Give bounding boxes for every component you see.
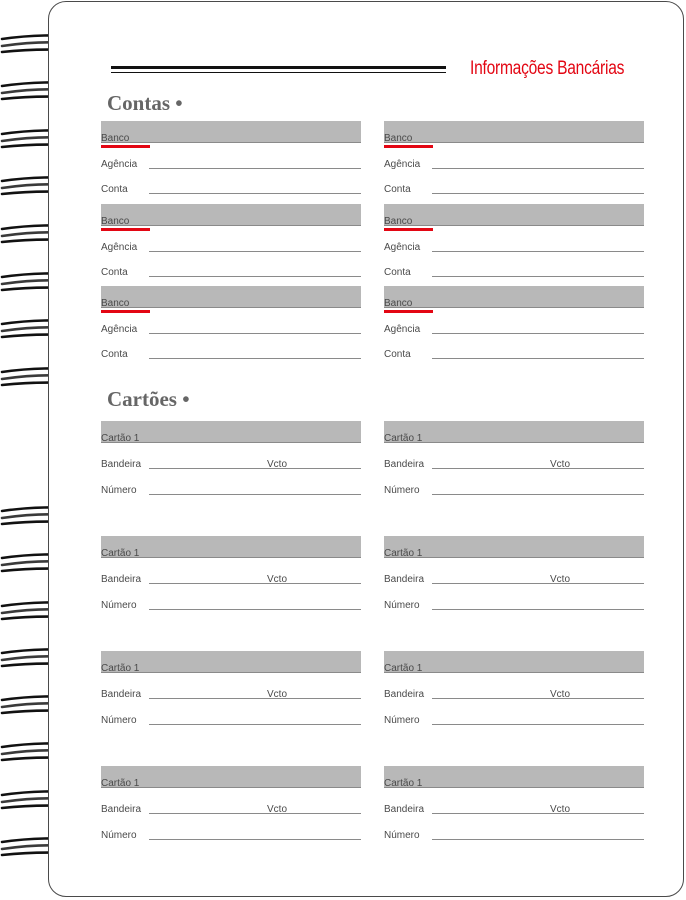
vcto-label: Vcto (550, 804, 571, 815)
cartao-label: Cartão 1 (101, 663, 140, 674)
agencia-line[interactable] (432, 168, 644, 169)
agencia-label: Agência (384, 324, 421, 335)
bandeira-line[interactable] (432, 583, 644, 584)
banco-label: Banco (101, 298, 130, 309)
conta-label: Conta (384, 349, 411, 360)
conta-label: Conta (101, 184, 128, 195)
agencia-line[interactable] (432, 251, 644, 252)
bandeira-line[interactable] (149, 813, 361, 814)
numero-label: Número (384, 485, 420, 496)
card-header-bar (101, 766, 361, 788)
numero-line[interactable] (149, 494, 361, 495)
vcto-label: Vcto (550, 689, 571, 700)
banco-red-underline (384, 228, 433, 231)
cartao-label: Cartão 1 (101, 433, 140, 444)
conta-line[interactable] (149, 358, 361, 359)
numero-line[interactable] (149, 609, 361, 610)
conta-line[interactable] (432, 358, 644, 359)
numero-label: Número (101, 715, 137, 726)
bandeira-line[interactable] (432, 698, 644, 699)
conta-label: Conta (384, 267, 411, 278)
banco-label: Banco (101, 133, 130, 144)
banco-label: Banco (101, 216, 130, 227)
bandeira-line[interactable] (149, 468, 361, 469)
bandeira-line[interactable] (149, 698, 361, 699)
agencia-line[interactable] (149, 168, 361, 169)
numero-label: Número (384, 600, 420, 611)
banco-label: Banco (384, 133, 413, 144)
vcto-label: Vcto (267, 459, 288, 470)
bandeira-label: Bandeira (384, 459, 425, 470)
conta-line[interactable] (149, 193, 361, 194)
conta-label: Conta (101, 267, 128, 278)
card-header-bar (384, 651, 644, 673)
banco-red-underline (101, 145, 150, 148)
bandeira-line[interactable] (432, 813, 644, 814)
bank-header-bar (384, 204, 644, 226)
card-header-bar (384, 421, 644, 443)
bank-header-bar (384, 286, 644, 308)
conta-label: Conta (101, 349, 128, 360)
banco-red-underline (101, 228, 150, 231)
bandeira-label: Bandeira (101, 804, 142, 815)
vcto-label: Vcto (267, 574, 288, 585)
bandeira-label: Bandeira (101, 574, 142, 585)
bandeira-label: Bandeira (384, 689, 425, 700)
numero-line[interactable] (149, 839, 361, 840)
card-header-bar (101, 651, 361, 673)
cartao-label: Cartão 1 (101, 548, 140, 559)
vcto-label: Vcto (267, 689, 288, 700)
card-header-bar (101, 536, 361, 558)
bank-header-bar (101, 204, 361, 226)
vcto-label: Vcto (550, 574, 571, 585)
cartao-label: Cartão 1 (384, 778, 423, 789)
numero-label: Número (384, 715, 420, 726)
numero-line[interactable] (432, 839, 644, 840)
card-header-bar (101, 421, 361, 443)
bank-header-bar (101, 286, 361, 308)
numero-line[interactable] (432, 609, 644, 610)
agencia-line[interactable] (149, 251, 361, 252)
bank-header-bar (101, 121, 361, 143)
conta-line[interactable] (149, 276, 361, 277)
header-rule (111, 66, 446, 69)
banco-red-underline (384, 145, 433, 148)
cartao-label: Cartão 1 (384, 548, 423, 559)
agencia-label: Agência (101, 324, 138, 335)
numero-label: Número (384, 830, 420, 841)
card-header-bar (384, 536, 644, 558)
vcto-label: Vcto (267, 804, 288, 815)
bank-header-bar (384, 121, 644, 143)
agencia-line[interactable] (149, 333, 361, 334)
agencia-line[interactable] (432, 333, 644, 334)
page-title: Informações Bancárias (470, 58, 625, 79)
numero-label: Número (101, 830, 137, 841)
numero-line[interactable] (149, 724, 361, 725)
section-title-contas: Contas • (107, 91, 183, 115)
banco-red-underline (101, 310, 150, 313)
agencia-label: Agência (384, 159, 421, 170)
card-header-bar (384, 766, 644, 788)
header-rule-thin (111, 72, 446, 73)
bandeira-line[interactable] (432, 468, 644, 469)
numero-label: Número (101, 600, 137, 611)
bandeira-label: Bandeira (101, 459, 142, 470)
agencia-label: Agência (101, 159, 138, 170)
banco-label: Banco (384, 298, 413, 309)
numero-line[interactable] (432, 494, 644, 495)
numero-line[interactable] (432, 724, 644, 725)
section-title-cartoes: Cartões • (107, 387, 190, 411)
agencia-label: Agência (101, 242, 138, 253)
conta-line[interactable] (432, 193, 644, 194)
vcto-label: Vcto (550, 459, 571, 470)
conta-label: Conta (384, 184, 411, 195)
cartao-label: Cartão 1 (384, 663, 423, 674)
cartao-label: Cartão 1 (384, 433, 423, 444)
banco-red-underline (384, 310, 433, 313)
bandeira-label: Bandeira (384, 574, 425, 585)
cartao-label: Cartão 1 (101, 778, 140, 789)
conta-line[interactable] (432, 276, 644, 277)
numero-label: Número (101, 485, 137, 496)
bandeira-line[interactable] (149, 583, 361, 584)
agencia-label: Agência (384, 242, 421, 253)
banco-label: Banco (384, 216, 413, 227)
bandeira-label: Bandeira (101, 689, 142, 700)
bandeira-label: Bandeira (384, 804, 425, 815)
